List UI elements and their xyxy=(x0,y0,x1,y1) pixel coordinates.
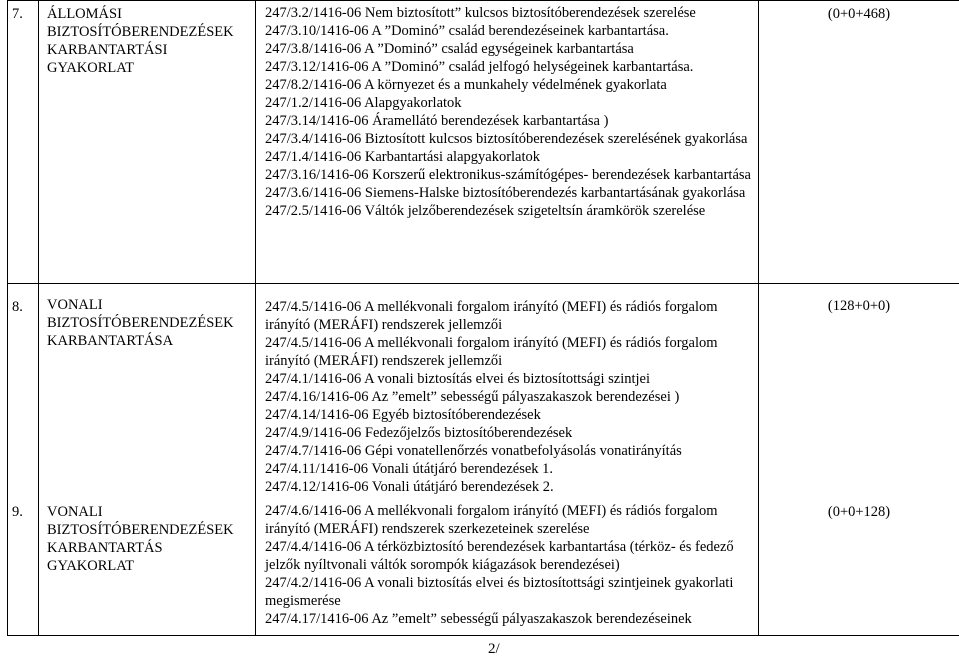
row-number: 9. xyxy=(8,500,39,636)
list-item: 247/4.17/1416-06 Az ”emelt” sebességű pályaszakaszok berendezéseinek xyxy=(265,611,692,627)
row-number: 8. xyxy=(8,284,39,501)
table-row xyxy=(8,500,959,636)
list-item: 247/4.5/1416-06 A mellékvonali forgalom irányító (MEFI) és rádiós forgalom irányító (MERÁFI) rendszerek jellemzői xyxy=(265,299,718,333)
list-item: 247/4.1/1416-06 A vonali biztosítás elvei és biztosítottsági szintjei xyxy=(265,371,651,387)
list-item: 247/2.5/1416-06 Váltók jelzőberendezések szigeteltsín áramkörök szerelése xyxy=(265,203,706,219)
page-number: 2/ xyxy=(488,641,500,657)
curriculum-table xyxy=(7,0,959,636)
list-item: 247/4.12/1416-06 Vonali útátjáró berendezések 2. xyxy=(265,479,554,495)
module-name: VONALI BIZTOSÍTÓBERENDEZÉSEK KARBANTARTÁSA xyxy=(39,284,256,501)
list-item: 247/3.2/1416-06 Nem biztosított” kulcsos biztosítóberendezések szerelése xyxy=(265,5,696,21)
list-item: 247/3.6/1416-06 Siemens-Halske biztosítóberendezés karbantartásának gyakorlása xyxy=(265,185,746,201)
list-item: 247/4.5/1416-06 A mellékvonali forgalom irányító (MEFI) és rádiós forgalom irányító (MERÁFI) rendszerek jellemzői xyxy=(265,335,718,369)
list-item: 247/4.11/1416-06 Vonali útátjáró berendezések 1. xyxy=(265,461,554,477)
list-item: 247/4.7/1416-06 Gépi vonatellenőrzés vonatbefolyásolás vonatirányítás xyxy=(265,443,682,459)
hours-value: (0+0+468) xyxy=(759,1,959,284)
hours-value: (0+0+128) xyxy=(759,500,959,636)
topic-list xyxy=(256,500,759,636)
list-item: 247/1.2/1416-06 Alapgyakorlatok xyxy=(265,95,462,111)
list-item: 247/3.10/1416-06 A ”Dominó” család berendezéseinek karbantartása. xyxy=(265,23,669,39)
hours-value: (128+0+0) xyxy=(759,284,959,501)
list-item: 247/1.4/1416-06 Karbantartási alapgyakorlatok xyxy=(265,149,541,165)
list-item: 247/4.2/1416-06 A vonali biztosítás elvei és biztosítottsági szintjeinek gyakorlati megismerése xyxy=(265,575,734,609)
list-item: 247/3.4/1416-06 Biztosított kulcsos biztosítóberendezések szerelésének gyakorlása xyxy=(265,131,748,147)
topic-list xyxy=(256,284,759,501)
list-item: 247/4.14/1416-06 Egyéb biztosítóberendezések xyxy=(265,407,541,423)
list-item: 247/4.9/1416-06 Fedezőjelzős biztosítóberendezések xyxy=(265,425,573,441)
module-name: ÁLLOMÁSI BIZTOSÍTÓBERENDEZÉSEK KARBANTARTÁSI GYAKORLAT xyxy=(39,1,256,284)
list-item: 247/3.8/1416-06 A ”Dominó” család egységeinek karbantartása xyxy=(265,41,634,57)
module-name: VONALI BIZTOSÍTÓBERENDEZÉSEK KARBANTARTÁS GYAKORLAT xyxy=(39,500,256,636)
list-item: 247/3.16/1416-06 Korszerű elektronikus-számítógépes- berendezések karbantartása xyxy=(265,167,751,183)
list-item: 247/4.16/1416-06 Az ”emelt” sebességű pályaszakaszok berendezései ) xyxy=(265,389,680,405)
table-row xyxy=(8,284,959,501)
list-item: 247/4.6/1416-06 A mellékvonali forgalom irányító (MEFI) és rádiós forgalom irányító (MERÁFI) rendszerek szerkezeteinek szerelése xyxy=(265,503,718,537)
list-item: 247/8.2/1416-06 A környezet és a munkahely védelmének gyakorlata xyxy=(265,77,667,93)
row-number: 7. xyxy=(8,1,39,284)
list-item: 247/4.4/1416-06 A térközbiztosító berendezések karbantartása (térköz- és fedező jelzők nyíltvonali váltók sorompók kiágazások berendezései) xyxy=(265,539,734,573)
list-item: 247/3.12/1416-06 A ”Dominó” család jelfogó helységeinek karbantartása. xyxy=(265,59,694,75)
topic-list xyxy=(256,1,759,284)
list-item: 247/3.14/1416-06 Áramellátó berendezések karbantartása ) xyxy=(265,113,609,129)
table-row xyxy=(8,1,959,284)
